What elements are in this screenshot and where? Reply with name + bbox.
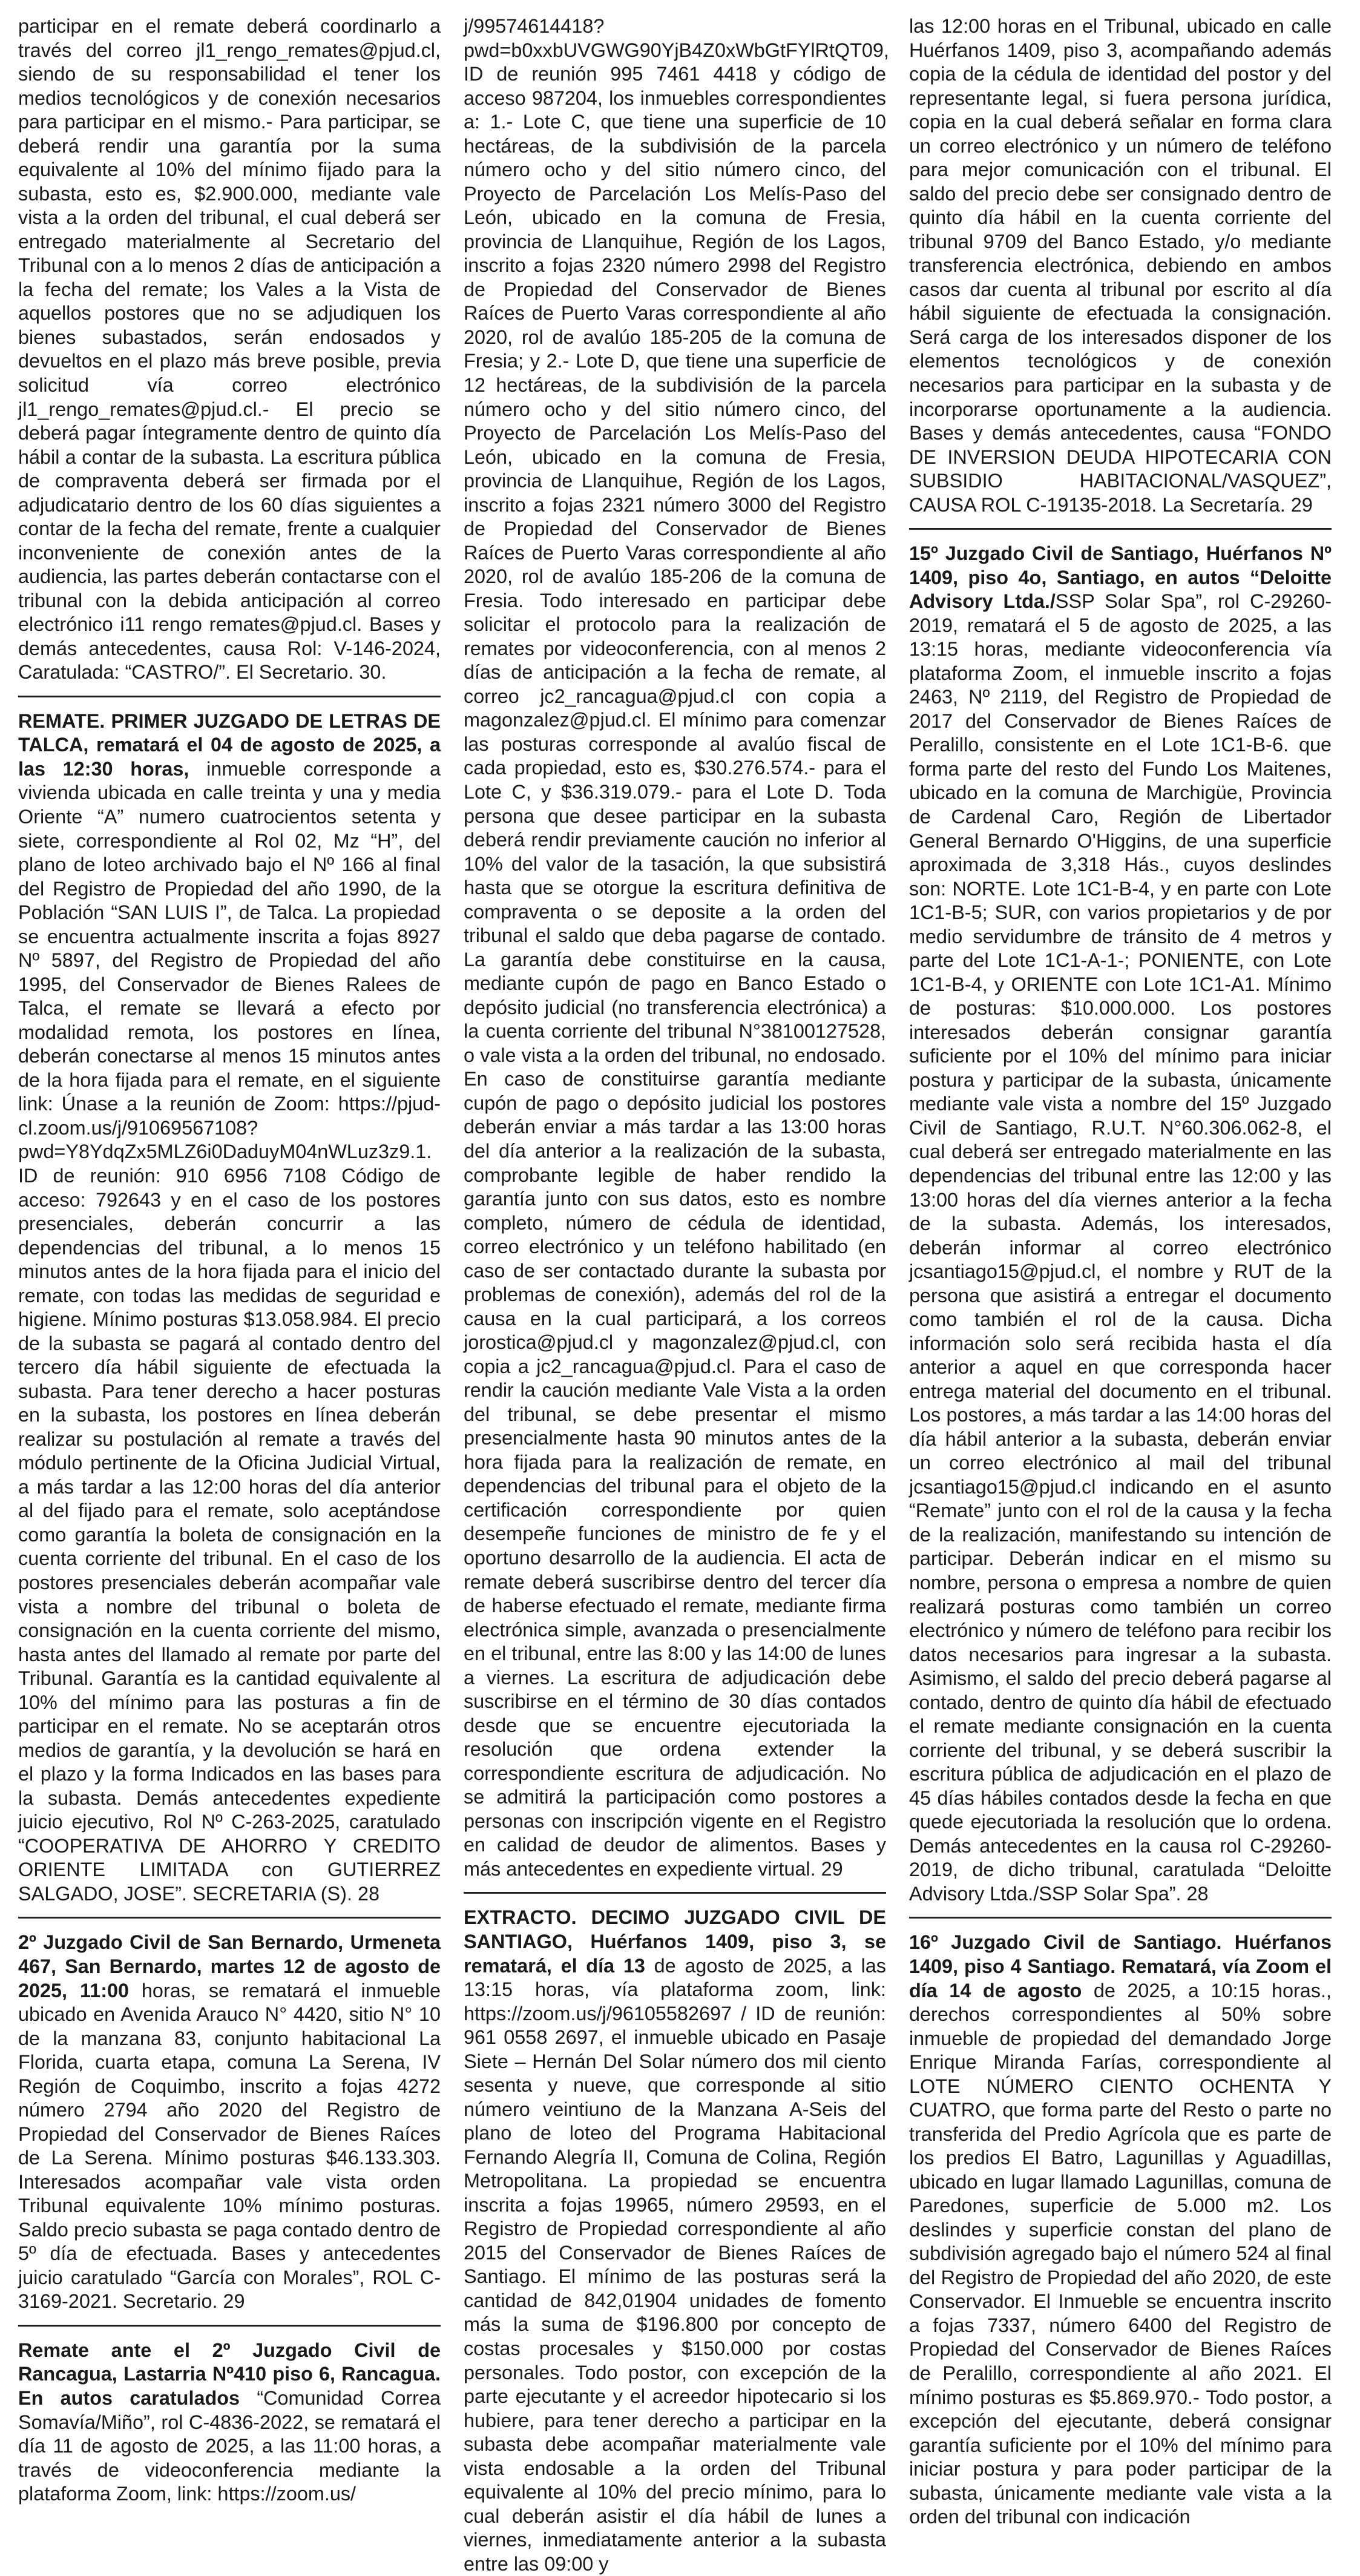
notice-body: SSP Solar Spa”, rol C-29260-2019, rematará el 5 de agosto de 2025, a las 13:15 horas, mediante videoconferencia vía plataforma Zoom, el inmueble inscrito a fojas 2463, Nº 2119, del Registro de Propiedad de 2017 del Conservador de Bienes Raíces de Peralillo, consistente en el Lote 1C1-B-6. que forma parte del resto del Fundo Los Maitenes, ubicado en la comuna de Marchigüe, Provincia de Cardenal Caro, Región de Libertador General Bernardo O'Higgins, de una superficie aproximada de 3,318 Hás., cuyos deslindes son: NORTE. Lote 1C1-B-4, y en parte con Lote 1C1-B-5; SUR, con varios propietarios y de por medio servidumbre de tránsito de 4 metros y parte del Lote 1C1-A-1-; PONIENTE, con Lote 1C1-B-4, y ORIENTE con Lote 1C1-A1. Mínimo de posturas: $10.000.000. Los postores interesados deberán consignar garantía suficiente por el 10% del mínimo para iniciar postura y participar de la subasta, únicamente mediante vale vista a nombre del 15º Juzgado Civil de Santiago, R.U.T. N°60.306.062-8, el cual deberá ser entregado materialmente en las dependencias del tribunal entre las 12:00 y las 13:00 horas del día viernes anterior a la fecha de la subasta. Además, los interesados, deberán informar al correo electrónico jcsantiago15@pjud.cl, el nombre y RUT de la persona que asistirá a entregar el documento como también el rol de la causa. Dicha información solo será recibida hasta el día anterior a aquel en que corresponda hacer entrega material del documento en el tribunal. Los postores, a más tardar a las 14:00 horas del día hábil anterior a la subasta, deberán enviar un correo electrónico al mail del tribunal jcsantiago15@pjud.cl indicando en el asunto “Remate” junto con el rol de la causa y la fecha de la realización, manifestando su intención de participar. Deberán indicar en el mismo su nombre, persona o empresa a nombre de quien realizará posturas como también un correo electrónico y número de teléfono para recibir los datos necesarios para ingresar a la subasta. Asimismo, el saldo del precio deberá pagarse al contado, dentro de quinto día hábil de efectuado el remate mediante consignación en la cuenta corriente del tribunal, y se deberá suscribir la escritura pública de adjudicación en el plazo de 45 días hábiles contados desde la fecha en que quede ejecutoriada la resolución que lo ordena. Demás antecedentes en la causa rol C-29260-2019, de dicho tribunal, caratulada “Deloitte Advisory Ltda./SSP Solar Spa”. 28 <box>909 590 1332 1905</box>
column-1 <box>18 15 441 2505</box>
notice-heading: Remate ante el 2º Juzgado Civil de Rancagua, Lastarria Nº410 piso 6, Rancagua. En autos caratulados <box>18 2339 441 2409</box>
notice-heading: EXTRACTO. DECIMO JUZGADO CIVIL DE SANTIAGO, Huérfanos 1409, piso 3, se rematará, el día 13 <box>464 1906 886 1977</box>
notice-heading: 2º Juzgado Civil de San Bernardo, Urmeneta 467, San Bernardo, martes 12 de agosto de 2025, 11:00 <box>18 1931 441 2001</box>
notice-16-santiago <box>909 1931 1332 2529</box>
notice-heading: 15º Juzgado Civil de Santiago, Huérfanos Nº 1409, piso 4o, Santiago, en autos “Deloitte Advisory Ltda./ <box>909 542 1332 613</box>
notice-body: de 2025, a 10:15 horas., derechos correspondientes al 50% sobre inmueble de propiedad del demandado Jorge Enrique Miranda Farías, correspondiente al LOTE NÚMERO CIENTO OCHENTA Y CUATRO, que forma parte del Resto o parte no transferida del Predio Agrícola que es parte de los predios El Batro, Lagunillas y Aguadillas, ubicado en lugar llamado Lagunillas, comuna de Paredones, superficie de 5.000 m2. Los deslindes y superficie constan del plano de subdivisión agregado bajo el número 524 al final del Registro de Propiedad del año 2020, de este Conservador. El Inmueble se encuentra inscrito a fojas 7337, número 6400 del Registro de Propiedad del Conservador de Bienes Raíces de Peralillo, correspondiente al año 2021. El mínimo posturas es $5.869.970.- Todo postor, a excepción del ejecutante, deberá consignar garantía suficiente por el 10% del mínimo para iniciar postura y para poder participar de la subasta, únicamente mediante vale vista a la orden del tribunal con indicación <box>909 1979 1332 2528</box>
notice-heading: 16º Juzgado Civil de Santiago. Huérfanos 1409, piso 4 Santiago. Rematará, vía Zoom el día 14 de agosto <box>909 1931 1332 2001</box>
notice-15-santiago <box>909 542 1332 1906</box>
notice-body: j/99574614418?pwd=b0xxbUVGWG90YjB4Z0xWbGtFYlRtQT09, ID de reunión 995 7461 4418 y código de acceso 987204, los inmuebles correspondientes a: 1.- Lote C, que tiene una superficie de 10 hectáreas, de la subdivisión de la parcela número ocho y del sitio número cinco, del Proyecto de Parcelación Los Melís-Paso del León, ubicado en la comuna de Fresia, provincia de Llanquihue, Región de los Lagos, inscrito a fojas 2320 número 2998 del Registro de Propiedad del Conservador de Bienes Raíces de Puerto Varas correspondiente al año 2020, rol de avalúo 185-205 de la comuna de Fresia; y 2.- Lote D, que tiene una superficie de 12 hectáreas, de la subdivisión de la parcela número ocho y del sitio número cinco, del Proyecto de Parcelación Los Melís-Paso del León, ubicado en la comuna de Fresia, provincia de Llanquihue, Región de los Lagos, inscrito a fojas 2321 número 3000 del Registro de Propiedad del Conservador de Bienes Raíces de Puerto Varas correspondiente al año 2020, rol de avalúo 185-206 de la comuna de Fresia. Todo interesado en participar debe solicitar el protocolo para la realización de remates por videoconferencia, con al menos 2 días de anticipación a la fecha de remate, al correo jc2_rancagua@pjud.cl con copia a magonzalez@pjud.cl. El mínimo para comenzar las posturas corresponde al avalúo fiscal de cada propiedad, esto es, $30.276.574.- para el Lote C, y $36.319.079.- para el Lote D. Toda persona que desee participar en la subasta deberá rendir previamente caución no inferior al 10% del valor de la tasación, la que subsistirá hasta que se otorgue la escritura definitiva de compraventa o se deposite a la orden del tribunal el saldo que deba pagarse de contado. La garantía debe constituirse en la causa, mediante cupón de pago en Banco Estado o depósito judicial (no transferencia electrónica) a la cuenta corriente del tribunal N°38100127528, o vale vista a la orden del tribunal, no endosado. En caso de constituirse garantía mediante cupón de pago o depósito judicial los postores deberán enviar a más tardar a las 13:00 horas del día anterior a la realización de la subasta, comprobante legible de haber rendido la garantía junto con sus datos, esto es nombre completo, número de cédula de identidad, correo electrónico y un teléfono habilitado (en caso de ser contactado durante la subasta por problemas de conexión), además del rol de la causa en la cual participará, a los correos jorostica@pjud.cl y magonzalez@pjud.cl, con copia a jc2_rancagua@pjud.cl. Para el caso de rendir la caución mediante Vale Vista a la orden del tribunal, se debe presentar el mismo presencialmente hasta 90 minutos antes de la hora fijada para la realización de remate, en dependencias del tribunal para el objeto de la certificación correspondiente por quien desempeñe funciones de ministro de fe y el oportuno desarrollo de la audiencia. El acta de remate deberá suscribirse dentro del tercer día de haberse efectuado el remate, mediante firma electrónica simple, avanzada o presencialmente en el tribunal, entre las 8:00 y las 14:00 de lunes a viernes. La escritura de adjudicación debe suscribirse en el término de 30 días contados desde que se encuentre ejecutoriada la resolución que ordena extender la correspondiente escritura de adjudicación. No se admitirá la participación como postores a personas con inscripción vigente en el Registro en calidad de deudor de alimentos. Bases y más antecedentes en expediente virtual. 29 <box>464 15 889 1880</box>
notice-separator <box>464 1892 886 1894</box>
notice-rengo-continuation <box>18 15 441 685</box>
notice-decimo-santiago <box>464 1906 886 2576</box>
notice-text <box>909 1931 1332 2529</box>
notice-text <box>18 15 441 685</box>
notice-separator <box>18 1917 441 1919</box>
notice-separator <box>909 528 1332 530</box>
notice-text <box>18 2339 441 2506</box>
notice-body: participar en el remate deberá coordinarlo a través del correo jl1_rengo_remates@pjud.cl, siendo de su responsabilidad el tener los medios tecnológicos y de conexión necesarios para participar en el mismo.- Para participar, se deberá rendir una garantía por la suma equivalente al 10% del mínimo fijado para la subasta, esto es, $2.900.000, mediante vale vista a la orden del tribunal, el cual deberá ser entregado materialmente al Secretario del Tribunal con a lo menos 2 días de anticipación a la fecha del remate; los Vales a la Vista de aquellos postores que no se adjudiquen los bienes subastados, serán endosados y devueltos en el plazo más breve posible, previa solicitud vía correo electrónico jl1_rengo_remates@pjud.cl.- El precio se deberá pagar íntegramente dentro de quinto día hábil a contar de la subasta. La escritura pública de compraventa deberá ser firmada por el adjudicatario dentro de los 60 días siguientes a contar de la fecha del remate, frente a cualquier inconveniente de conexión antes de la audiencia, las partes deberán contactarse con el tribunal con la debida anticipación al correo electrónico i11 rengo remates@pjud.cl. Bases y demás antecedentes, causa Rol: V-146-2024, Caratulada: “CASTRO/”. El Secretario. 30. <box>18 15 441 684</box>
notice-rancagua-continuation <box>464 15 889 1881</box>
notice-talca <box>18 710 441 1906</box>
notice-separator <box>18 696 441 697</box>
notice-text <box>18 1931 441 2314</box>
notice-text <box>464 1906 886 2576</box>
notice-body: de agosto de 2025, a las 13:15 horas, vía plataforma zoom, link: https://zoom.us/j/96105582697 / ID de reunión: 961 0558 2697, el inmueble ubicado en Pasaje Siete – Hernán Del Solar número dos mil ciento sesenta y nueve, que corresponde al sitio número veintiuno de la Manzana A-Seis del plano de loteo del Programa Habitacional Fernando Alegría II, Comuna de Colina, Región Metropolitana. La propiedad se encuentra inscrita a fojas 19965, número 29593, en el Registro de Propiedad correspondiente al año 2015 del Conservador de Bienes Raíces de Santiago. El mínimo de las posturas será la cantidad de 842,01904 unidades de fomento más la suma de $196.800 por concepto de costas procesales y $150.000 por costas personales. Todo postor, con excepción de la parte ejecutante y el acreedor hipotecario si los hubiere, para tener derecho a participar en la subasta debe acompañar materialmente vale vista endosable a la orden del Tribunal equivalente al 10% del precio mínimo, para lo cual deberán asistir el día hábil de lunes a viernes, inmediatamente anterior a la subasta entre las 09:00 y <box>464 1954 886 2575</box>
notice-body: inmueble corresponde a vivienda ubicada en calle treinta y una y media Oriente “A” numero cuatrocientos setenta y siete, correspondiente al Rol 02, Mz “H”, del plano de loteo archivado bajo el Nº 166 al final del Registro de Propiedad del año 1990, de la Población “SAN LUIS I”, de Talca. La propiedad se encuentra actualmente inscrita a fojas 8927 Nº 5897, del Registro de Propiedad del año 1995, del Conservador de Bienes Ralees de Talca, el remate se llevará a efecto por modalidad remota, los postores en línea, deberán conectarse al menos 15 minutos antes de la hora fijada para el remate, en el siguiente link: Únase a la reunión de Zoom: https://pjud-cl.zoom.us/j/91069567108?pwd=Y8YdqZx5MLZ6i0DaduyM04nWLuz3z9.1. ID de reunión: 910 6956 7108 Código de acceso: 792643 y en el caso de los postores presenciales, deberán concurrir a las dependencias del tribunal, a lo menos 15 minutos antes de la hora fijada para el inicio del remate, con todas las medidas de seguridad e higiene. Mínimo posturas $13.058.984. El precio de la subasta se pagará al contado dentro del tercero día hábil siguiente de efectuada la subasta. Para tener derecho a hacer posturas en la subasta, los postores en línea deberán realizar su postulación al remate a través del módulo pertinente de la Oficina Judicial Virtual, a más tardar a las 12:00 horas del día anterior al del fijado para el remate, solo aceptándose como garantía la boleta de consignación en la cuenta corriente del tribunal. En el caso de los postores presenciales deberán acompañar vale vista a nombre del tribunal o boleta de consignación en la cuenta corriente del mismo, hasta antes del llamado al remate por parte del Tribunal. Garantía es la cantidad equivalente al 10% del mínimo para las posturas a fin de participar en el remate. No se aceptarán otros medios de garantía, y la devolución se hará en el plazo y la forma Indicados en las bases para la subasta. Demás antecedentes expediente juicio ejecutivo, Rol Nº C-263-2025, caratulado “COOPERATIVA DE AHORRO Y CREDITO ORIENTE LIMITADA con GUTIERREZ SALGADO, JOSE”. SECRETARIA (S). 28 <box>18 757 441 1905</box>
notice-separator <box>909 1917 1332 1919</box>
notice-san-bernardo <box>18 1931 441 2314</box>
notice-heading: REMATE. PRIMER JUZGADO DE LETRAS DE TALCA, rematará el 04 de agosto de 2025, a las 12:30 horas, <box>18 710 441 780</box>
notice-text <box>18 710 441 1906</box>
column-2 <box>464 15 889 2575</box>
notice-separator <box>18 2325 441 2327</box>
column-3 <box>909 15 1332 2528</box>
notice-body: horas, se rematará el inmueble ubicado en Avenida Arauco N° 4420, sitio N° 10 de la manzana 83, conjunto habitacional La Florida, cuarta etapa, comuna La Serena, IV Región de Coquimbo, inscrito a fojas 4272 número 2794 año 2020 del Registro de Propiedad del Conservador de Bienes Raíces de La Serena. Mínimo posturas $46.133.303. Interesados acompañar vale vista orden Tribunal equivalente 10% mínimo posturas. Saldo precio subasta se paga contado dentro de 5º día de efectuada. Bases y antecedentes juicio caratulado “García con Morales”, ROL C-3169-2021. Secretario. 29 <box>18 1979 441 2313</box>
notice-text <box>464 15 889 1881</box>
notice-text <box>909 15 1332 517</box>
notice-decimo-continuation <box>909 15 1332 517</box>
notice-body: “Comunidad Correa Somavía/Miño”, rol C-4836-2022, se rematará el día 11 de agosto de 2025, a las 11:00 horas, a través de videoconferencia mediante la plataforma Zoom, link: https://zoom.us/ <box>18 2387 441 2505</box>
notice-rancagua <box>18 2339 441 2506</box>
notice-text <box>909 542 1332 1906</box>
notice-body: las 12:00 horas en el Tribunal, ubicado en calle Huérfanos 1409, piso 3, acompañando además copia de la cédula de identidad del postor y del representante legal, si fuera persona jurídica, copia en la cual deberá señalar en forma clara un correo electrónico y un número de teléfono para mejor comunicación con el tribunal. El saldo del precio debe ser consignado dentro de quinto día hábil en la cuenta corriente del tribunal 9709 del Banco Estado, y/o mediante transferencia electrónica, debiendo en ambos casos dar cuenta al tribunal por escrito al día hábil siguiente de efectuada la consignación. Será carga de los interesados disponer de los elementos tecnológicos y de conexión necesarios para participar en la subasta y de incorporarse oportunamente a la audiencia. Bases y demás antecedentes, causa “FONDO DE INVERSION DEUDA HIPOTECARIA CON SUBSIDIO HABITACIONAL/VASQUEZ”, CAUSA ROL C-19135-2018. La Secretaría. 29 <box>909 15 1332 516</box>
